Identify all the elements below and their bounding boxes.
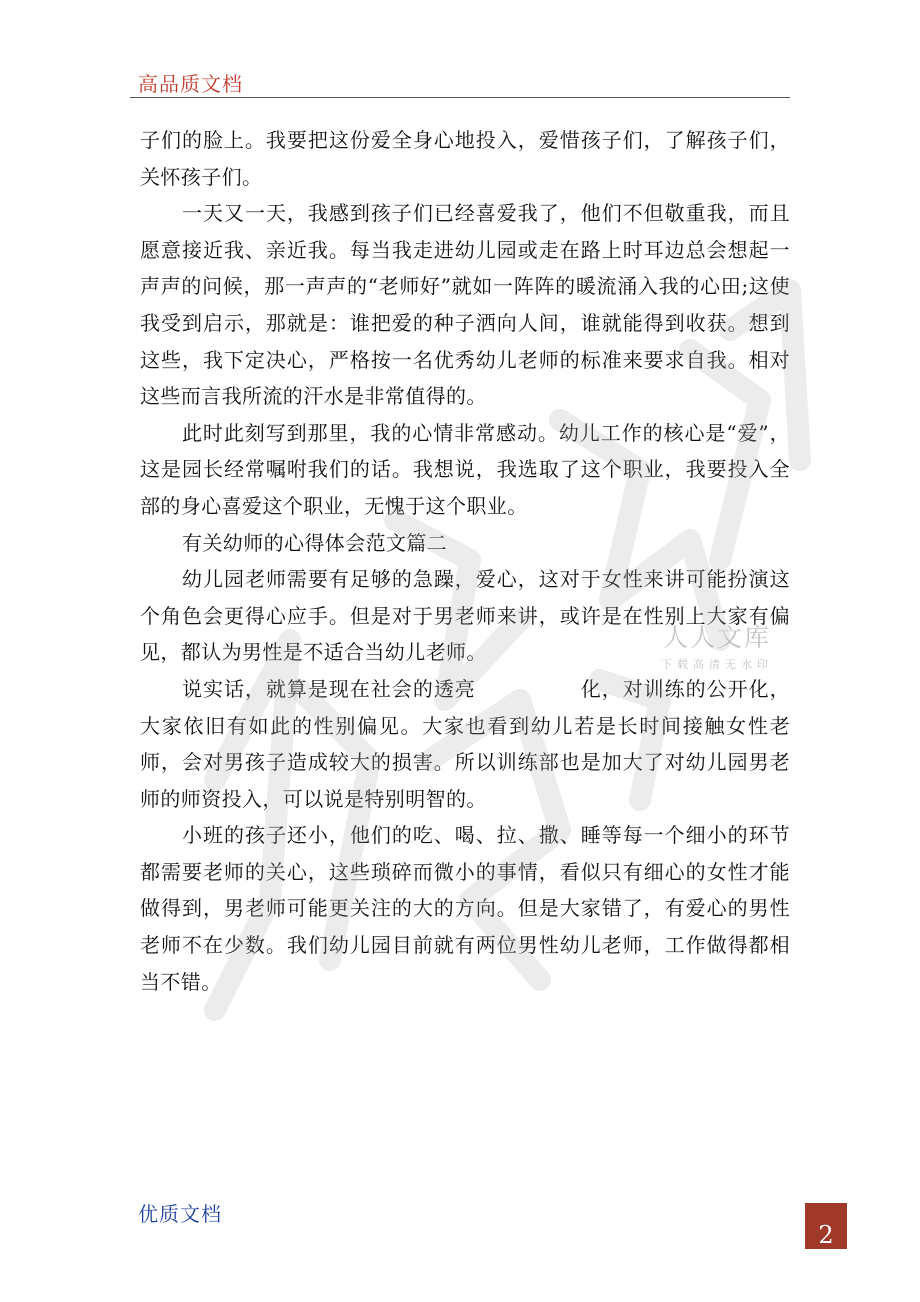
paragraph-2: 一天又一天，我感到孩子们已经喜爱我了，他们不但敬重我，而且愿意接近我、亲近我。每当我走进幼儿园或走在路上时耳边总会想起一声声的问候，那一声声的“老师好”就如一阵阵的暖流涌入我的心田;这使我受到启示，那就是：谁把爱的种子洒向人间，谁就能得到收获。想到这些，我下定决心，严格按一名优秀幼儿老师的标准来要求自我。相对这些而言我所流的汗水是非常值得的。 bbox=[140, 201, 790, 409]
watermark-brand-title: 人人文库 bbox=[662, 623, 771, 652]
section-heading: 有关幼师的心得体会范文篇二 bbox=[182, 530, 448, 555]
header-title: 高品质文档 bbox=[138, 72, 243, 96]
header-divider bbox=[130, 97, 790, 98]
paragraph-3: 此时此刻写到那里，我的心情非常感动。幼儿工作的核心是“爱”，这是园长经常嘱咐我们的话。我想说，我选取了这个职业，我要投入全部的身心喜爱这个职业，无愧于这个职业。 bbox=[140, 420, 790, 518]
paragraph-4: 幼儿园老师需要有足够的急躁，爱心，这对于女性来讲可能扮演这个角色会更得心应手。但是对于男老师来讲，或许是在性别上大家有偏见，都认为男性是不适合当幼儿老师。 bbox=[140, 567, 790, 665]
document-body bbox=[140, 122, 790, 1000]
footer-title: 优质文档 bbox=[138, 1202, 222, 1226]
paragraph-1: 子们的脸上。我要把这份爱全身心地投入，爱惜孩子们，了解孩子们，关怀孩子们。 bbox=[140, 128, 790, 189]
paragraph-5: 说实话，就算是现在社会的透亮 化，对训练的公开化，大家依旧有如此的性别偏见。大家也看到幼儿若是长时间接触女性老师，会对男孩子造成较大的损害。所以训练部也是加大了对幼儿园男老师的师资投入，可以说是特别明智的。 bbox=[140, 676, 790, 811]
page-number-badge: 2 bbox=[805, 1203, 847, 1249]
watermark-brand-subtitle: 下载高清无水印 bbox=[661, 658, 773, 671]
paragraph-6: 小班的孩子还小，他们的吃、喝、拉、撒、睡等每一个细小的环节都需要老师的关心，这些琐碎而微小的事情，看似只有细心的女性才能做得到，男老师可能更关注的大的方向。但是大家错了，有爱心的男性老师不在少数。我们幼儿园目前就有两位男性幼儿老师，工作做得都相当不错。 bbox=[140, 823, 790, 994]
